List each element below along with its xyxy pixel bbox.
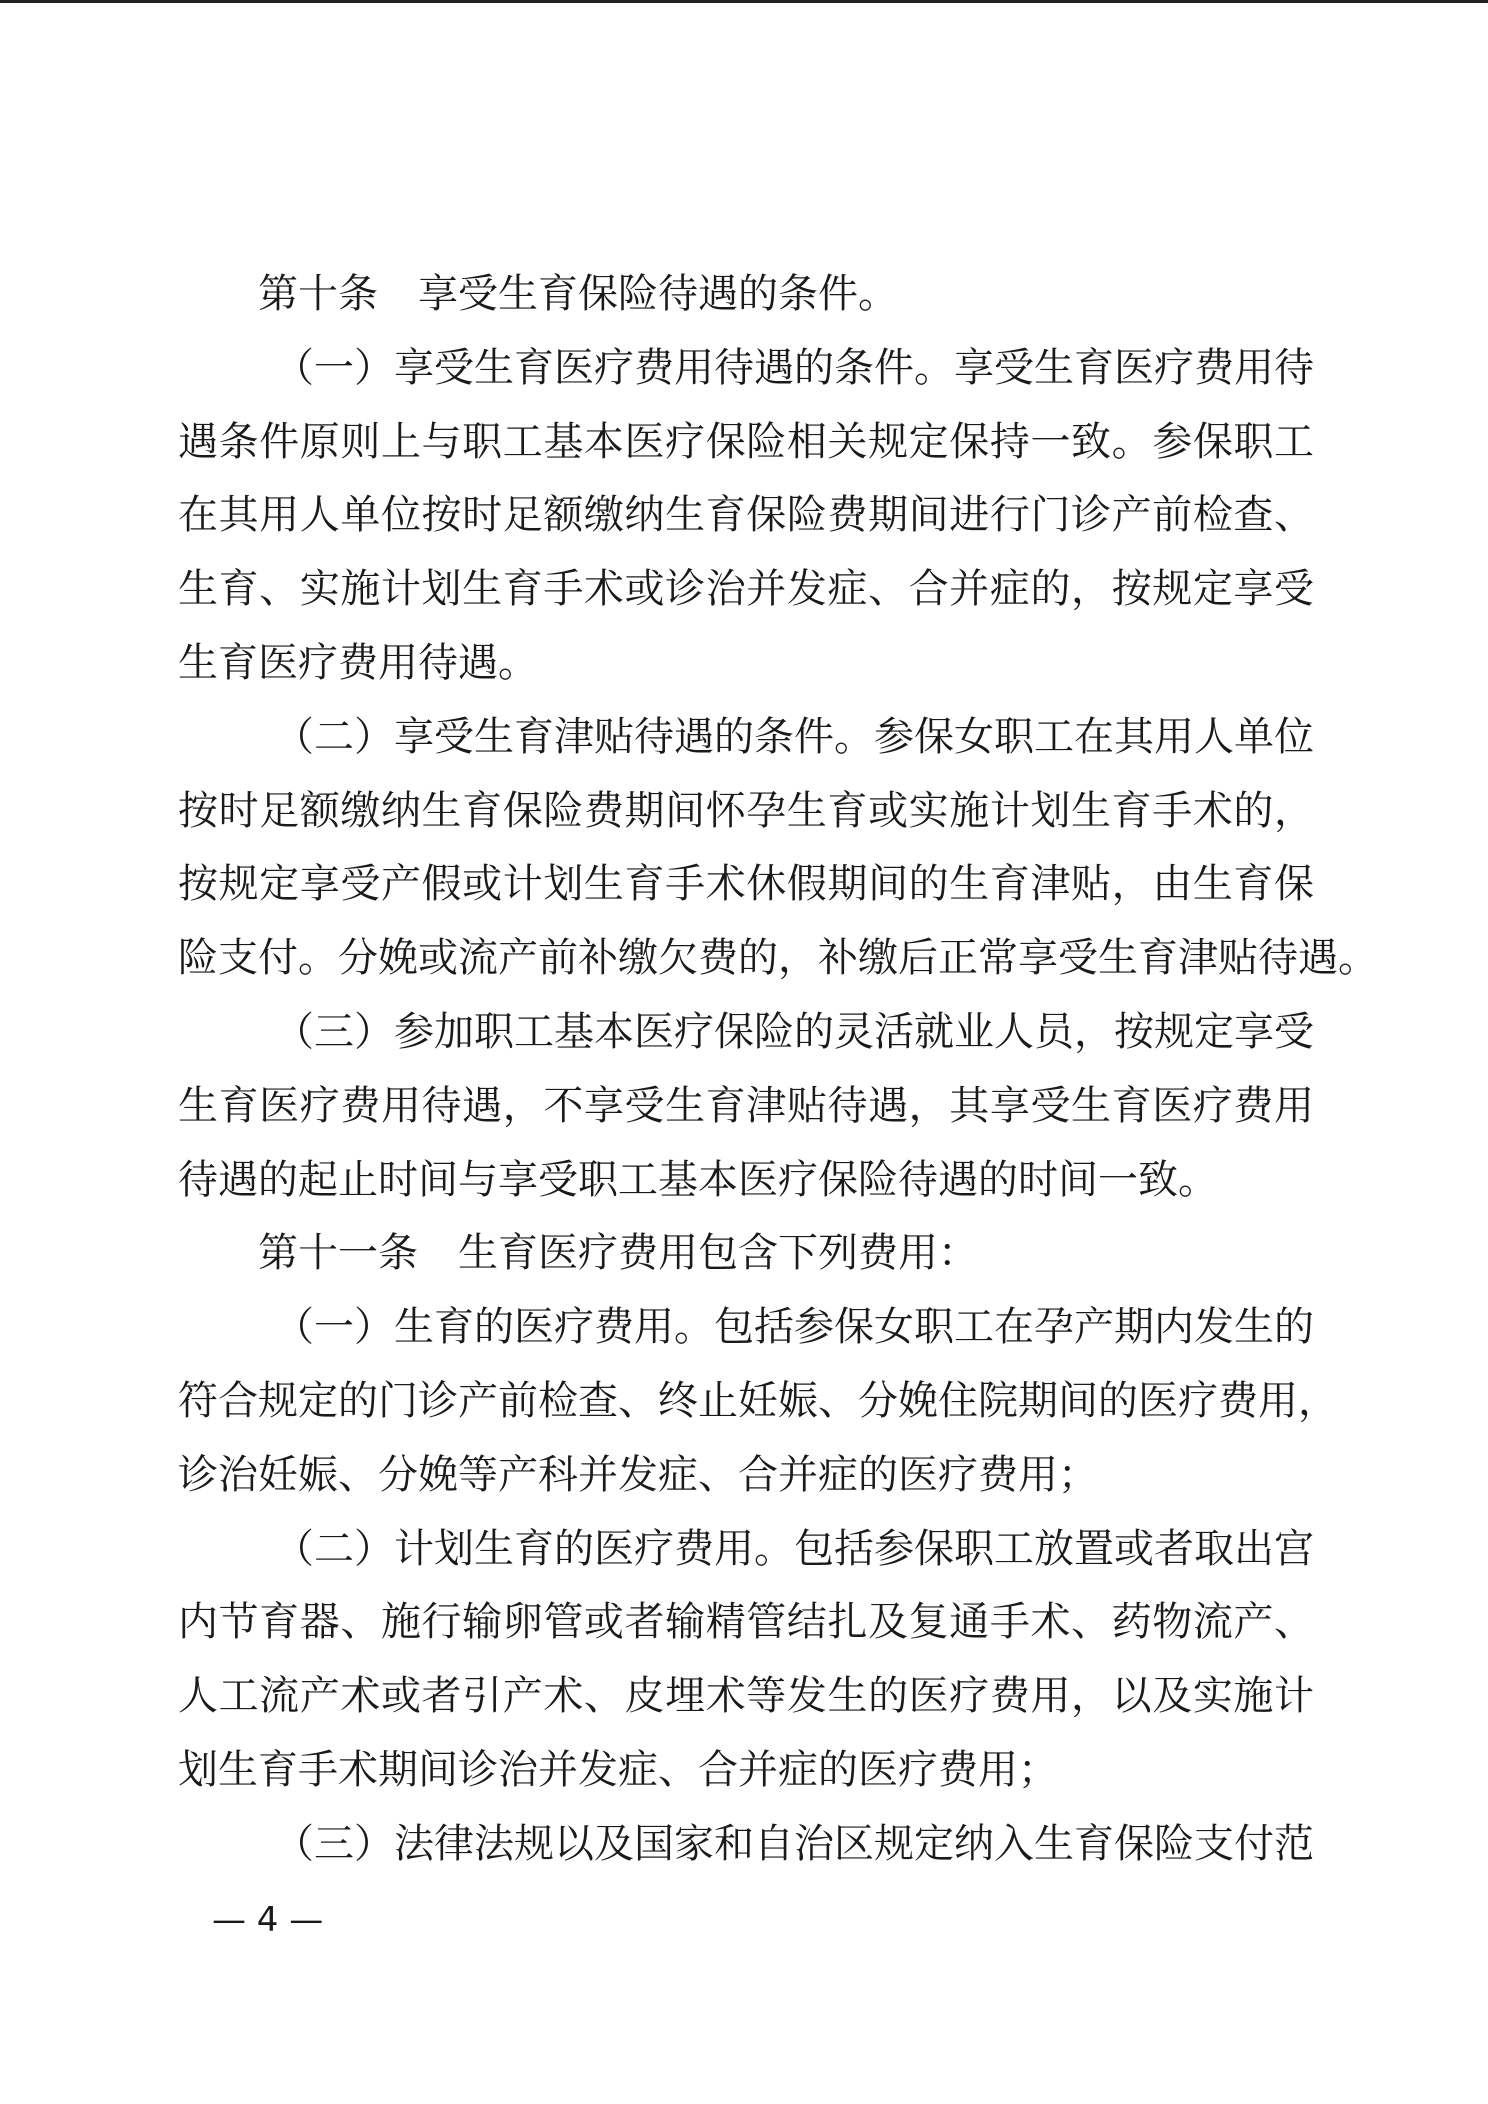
article-10-heading: 第十条 享受生育保险待遇的条件。: [258, 271, 898, 317]
page-number: — 4 —: [212, 1900, 324, 1940]
text-line: 生育医疗费用待遇。: [178, 639, 538, 686]
text-line: 险支付。分娩或流产前补缴欠费的，补缴后正常享受生育津贴待遇。: [178, 935, 1378, 982]
article-11-heading: 第十一条 生育医疗费用包含下列费用：: [258, 1230, 978, 1277]
text-line: （二）计划生育的医疗费用。包括参保职工放置或者取出宫: [274, 1525, 1314, 1572]
text-line: 诊治妊娠、分娩等产科并发症、合并症的医疗费用；: [178, 1451, 1098, 1498]
text-line: 待遇的起止时间与享受职工基本医疗保险待遇的时间一致。: [178, 1156, 1218, 1203]
text-line: 符合规定的门诊产前检查、终止妊娠、分娩住院期间的医疗费用，: [178, 1377, 1338, 1424]
text-line: 内节育器、施行输卵管或者输精管结扎及复通手术、药物流产、: [178, 1599, 1314, 1646]
text-line: （一）生育的医疗费用。包括参保女职工在孕产期内发生的: [274, 1304, 1314, 1351]
text-line: 按时足额缴纳生育保险费期间怀孕生育或实施计划生育手术的，: [178, 787, 1314, 834]
document-body: [178, 258, 1378, 1882]
top-border-line: [0, 0, 1488, 3]
text-line: （三）法律法规以及国家和自治区规定纳入生育保险支付范: [274, 1820, 1314, 1867]
text-line: 遇条件原则上与职工基本医疗保险相关规定保持一致。参保职工: [178, 418, 1314, 465]
text-line: 生育、实施计划生育手术或诊治并发症、合并症的，按规定享受: [178, 566, 1314, 613]
text-line: 生育医疗费用待遇，不享受生育津贴待遇，其享受生育医疗费用: [178, 1082, 1314, 1129]
text-line: （一）享受生育医疗费用待遇的条件。享受生育医疗费用待: [274, 344, 1314, 391]
text-line: 在其用人单位按时足额缴纳生育保险费期间进行门诊产前检查、: [178, 492, 1314, 539]
text-line: （二）享受生育津贴待遇的条件。参保女职工在其用人单位: [274, 713, 1314, 760]
text-line: （三）参加职工基本医疗保险的灵活就业人员，按规定享受: [274, 1008, 1314, 1055]
text-line: 按规定享受产假或计划生育手术休假期间的生育津贴，由生育保: [178, 861, 1314, 908]
text-line: 人工流产术或者引产术、皮埋术等发生的医疗费用，以及实施计: [178, 1673, 1314, 1720]
text-line: 划生育手术期间诊治并发症、合并症的医疗费用；: [178, 1746, 1058, 1793]
